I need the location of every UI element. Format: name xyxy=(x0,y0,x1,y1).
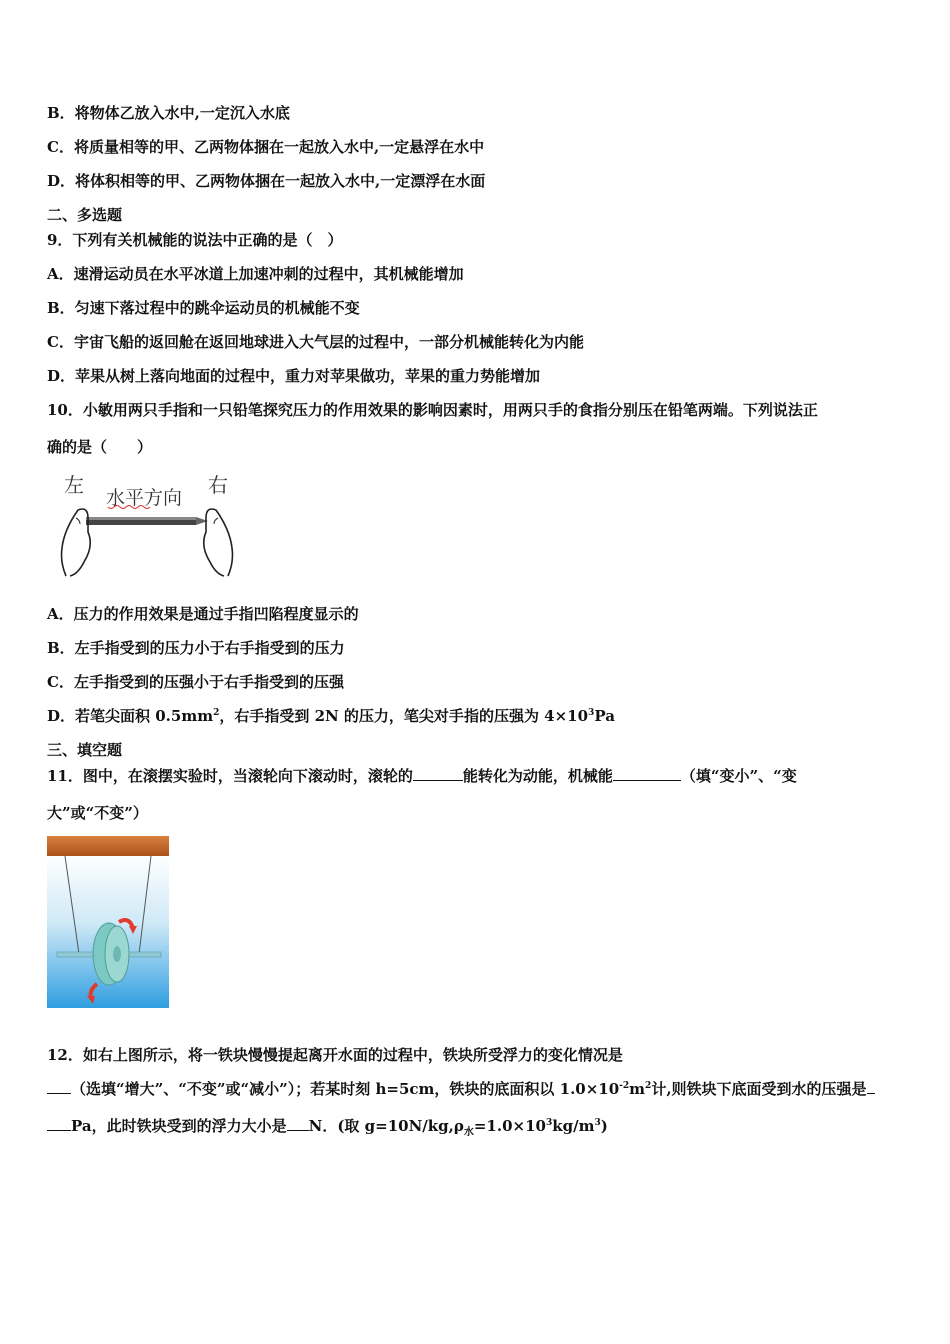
q12-line3-sub: 水 xyxy=(463,1127,474,1138)
q12-line3-sup2: 3 xyxy=(594,1118,601,1128)
wooden-beam xyxy=(47,836,169,856)
q10-option-d-mid: ，右手指受到 2N 的压力，笔尖对手指的压强为 4×10 xyxy=(219,707,589,725)
q8-option-d: D．将体积相等的甲、乙两物体捆在一起放入水中,一定漂浮在水面 xyxy=(47,172,486,190)
q12-line3-e: ) xyxy=(600,1117,608,1135)
q12-line3-b: N．(取 g=10N/kg,ρ xyxy=(308,1117,464,1135)
q12-line1: 12．如右上图所示，将一铁块慢慢提起离开水面的过程中，铁块所受浮力的变化情况是 xyxy=(47,1046,623,1064)
q12-line2-b: m xyxy=(629,1080,646,1098)
q12-blank-1[interactable] xyxy=(47,1079,71,1094)
right-finger xyxy=(204,509,233,576)
q10-option-c: C．左手指受到的压强小于右手指受到的压强 xyxy=(47,673,344,691)
q12-blank-3[interactable] xyxy=(287,1116,309,1131)
section-multi-choice-heading: 二、多选题 xyxy=(47,206,123,224)
q12-line2-a: （选填“增大”、“不变”或“减小”）；若某时刻 h=5cm，铁块的底面积以 1.0×10 xyxy=(71,1080,620,1098)
q12-line3-sup: 3 xyxy=(545,1118,553,1128)
pencil-fingers-figure xyxy=(48,470,248,580)
q8-option-c: C．将质量相等的甲、乙两物体捆在一起放入水中,一定悬浮在水中 xyxy=(47,138,485,156)
q9-option-c: C．宇宙飞船的返回舱在返回地球进入大气层的过程中，一部分机械能转化为内能 xyxy=(47,333,584,351)
q12-blank-2b[interactable] xyxy=(47,1116,71,1131)
q12-line2-c: 计,则铁块下底面受到水的压强是 xyxy=(651,1080,867,1098)
rolling-pendulum-figure xyxy=(47,836,169,1008)
q9-stem: 9．下列有关机械能的说法中正确的是（ ） xyxy=(47,231,343,249)
q12-line3-c: =1.0×10 xyxy=(473,1117,546,1135)
q11-line1-b: 能转化为动能，机械能 xyxy=(462,767,613,785)
figure-label-left: 左 xyxy=(64,473,84,497)
q12-line2 xyxy=(47,1079,875,1099)
q10-stem-line2: 确的是（ ） xyxy=(47,438,153,456)
q9-option-a: A．速滑运动员在水平冰道上加速冲刺的过程中，其机械能增加 xyxy=(47,265,464,283)
q11-line1-a: 11．图中，在滚摆实验时，当滚轮向下滚动时，滚轮的 xyxy=(47,767,413,785)
q12-blank-2a[interactable] xyxy=(867,1079,875,1094)
q10-option-d-sup2: 3 xyxy=(588,708,595,718)
q12-line3-d: kg/m xyxy=(552,1117,595,1135)
figure-caption-direction: 水平方向 xyxy=(106,487,183,509)
section-fill-blank-heading: 三、填空题 xyxy=(47,741,123,759)
q10-option-b: B．左手指受到的压力小于右手指受到的压力 xyxy=(47,639,345,657)
pencil-fingers-illustration xyxy=(48,470,248,580)
maxwell-wheel-illustration xyxy=(47,836,169,1008)
q10-option-d-sup1: 2 xyxy=(213,708,220,718)
wheel-hub xyxy=(113,946,121,962)
q10-option-d-suffix: Pa xyxy=(594,707,615,725)
q11-line1-c: （填“变小”、“变 xyxy=(680,767,797,785)
figure-label-right: 右 xyxy=(208,473,228,497)
q8-option-b: B．将物体乙放入水中,一定沉入水底 xyxy=(47,104,290,122)
q12-line3 xyxy=(47,1116,608,1136)
q9-option-d: D．苹果从树上落向地面的过程中，重力对苹果做功，苹果的重力势能增加 xyxy=(47,367,541,385)
q10-stem-line1: 10．小敏用两只手指和一只铅笔探究压力的作用效果的影响因素时，用两只手的食指分别压在铅笔两端。下列说法正 xyxy=(47,401,818,419)
q12-line2-sup2: 2 xyxy=(645,1081,652,1091)
q12-line2-sup: -2 xyxy=(619,1081,630,1091)
q11-line1 xyxy=(47,766,797,786)
q12-line3-a: Pa，此时铁块受到的浮力大小是 xyxy=(71,1117,287,1135)
q11-blank-1[interactable] xyxy=(413,766,463,781)
q11-blank-2[interactable] xyxy=(613,766,681,781)
q9-option-b: B．匀速下落过程中的跳伞运动员的机械能不变 xyxy=(47,299,360,317)
q11-line2: 大”或“不变”） xyxy=(47,804,148,822)
left-finger xyxy=(62,509,91,576)
q10-option-d-prefix: D．若笔尖面积 0.5mm xyxy=(47,707,214,725)
q10-option-a: A．压力的作用效果是通过手指凹陷程度显示的 xyxy=(47,605,359,623)
q10-option-d xyxy=(47,706,615,726)
